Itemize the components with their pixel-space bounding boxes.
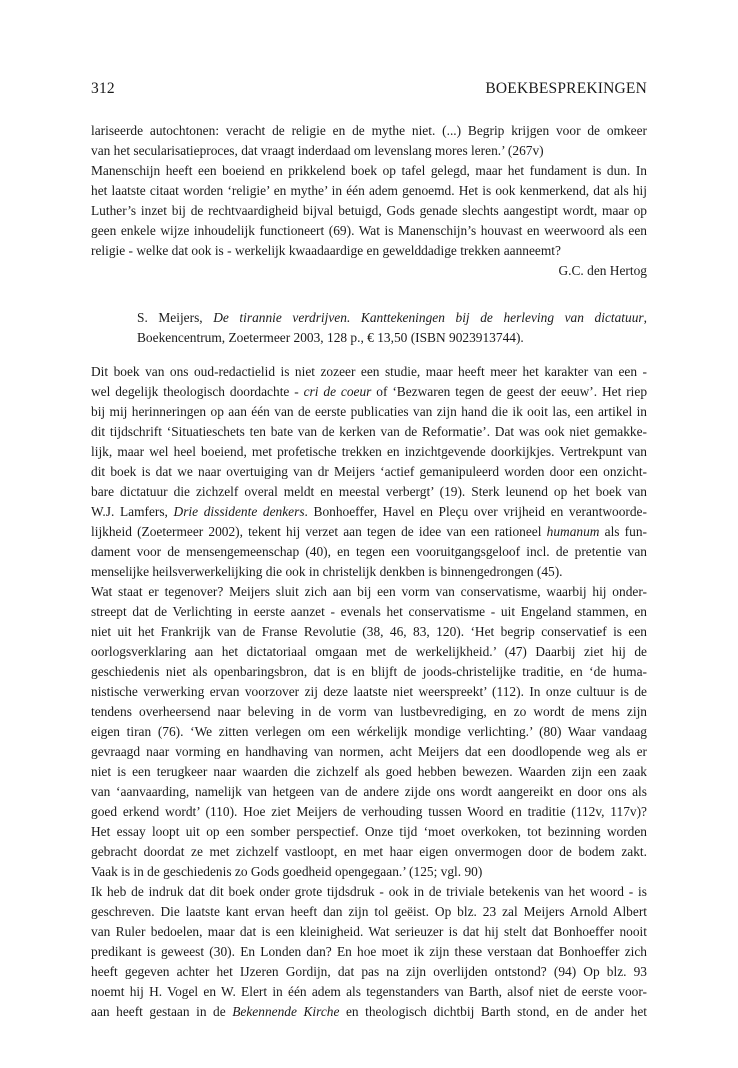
text-line: lariseerde autochtonen: veracht de religie en de mythe niet. (...) Begrip krijgen voor de omkeer [91,123,647,138]
text-line: lijk, maar wel heel boeiend, met profetische trekken en inzichtgevende doorkijkjes. Vertrekpunt van [91,444,647,459]
running-header [91,80,647,98]
italic-phrase: cri de coeur [303,384,372,399]
italic-phrase: Bekennende Kirche [232,1004,340,1019]
text-line: Vaak is in de geschiedenis zo Gods goedheid opengegaan.’ (125; vgl. 90) [91,864,483,879]
book-citation [137,308,647,348]
text-line: Dit boek van ons oud-redactielid is niet zozeer een studie, maar heeft meer het karakter van een - [91,364,647,379]
text-line: menselijke heilsverwerkelijking die ook in christelijk denkben is binnengedrongen (45). [91,564,563,579]
italic-phrase: humanum [546,524,600,539]
text-line: religie - welke dat ook is - werkelijk kwaadaardige en gewelddadige trekken aanneemt? [91,243,561,258]
section-title: BOEKBESPREKINGEN [485,80,647,97]
text-line: Luther’s inzet bij de rechtvaardigheid bijval betuigd, Gods genade slechts aangestipt wordt, maar op [91,203,647,218]
text-line: bare dictatuur die zichzelf overal meldt en meestal verbergt’ (19). Sterk leunend op het boek van [91,484,647,499]
text-line: niet is een terugkeer naar waarden die zichzelf als goed hebben bewezen. Waarden zijn een zaak [91,764,647,779]
text-line: van Ruler bedoelen, maar dat is een kleinigheid. Wat serieuzer is dat hij stelt dat Bonhoeffer nooit [91,924,647,939]
text-line: nistische verwerking ervan voorzover zij deze laatste niet weerspreekt’ (112). In onze cultuur is de [91,684,647,699]
text-line: dament voor de mensengemeenschap (40), en tegen een vooruitgangsgeloof incl. de pretentie van [91,544,647,559]
text-line: van ‘aanvaarding, namelijk van hetgeen van de andere zijde ons wordt aangereikt en door ons als [91,784,647,799]
text-line: gevraagd naar vorming en handhaving van normen, acht Meijers dat een doodlopende weg als er [91,744,647,759]
review-conclusion [91,121,647,281]
text-line: dit tijdschrift ‘Situatieschets ten bate van de kerken van de Reformatie’. Dat was ook niet gemakke- [91,424,647,439]
text-line: W.J. Lamfers, Drie dissidente denkers. Bonhoeffer, Havel en Pleçu over vrijheid en verantwoorde- [91,504,647,519]
review-body [91,362,647,1022]
citation-publisher: Boekencentrum, Zoetermeer 2003, 128 p., € 13,50 (ISBN 9023913744). [137,330,524,345]
text-line: oorlogsverklaring aan het dictatoriaal omgaan met de werkelijkheid.’ (47) Daarbij ziet hij de [91,644,647,659]
text-line: dit boek is dat we naar overtuiging van dr Meijers ‘actief gemanipuleerd worden door een onzicht- [91,464,647,479]
text-line: wel degelijk theologisch doordachte - cri de coeur of ‘Bezwaren tegen de geest der eeuw’. Het riep [91,384,648,399]
text-line: tendens overheersend naar beleving in de vorm van lustbevrediging, en zo wordt de mens zijn [91,704,647,719]
text-line: noemt hij H. Vogel en W. Elert in één adem als tegenstanders van Barth, alsof niet de eerste voor- [91,984,647,999]
text-line: lijkheid (Zoetermeer 2002), tekent hij verzet aan tegen de idee van een rationeel humanum als fun- [91,524,647,539]
text-line: geschreven. Die laatste kant ervan heeft dan zijn tol geëist. Op blz. 23 zal Meijers Arnold Albert [91,904,647,919]
text-line: geen enkele wijze inhoudelijk functioneert (69). Wat is Manenschijn’s houvast en weerwoord als een [91,223,647,238]
text-line: goed erkend wordt’ (110). Hoe ziet Meijers de verhouding tussen Woord en traditie (112v, 117v)? [91,804,647,819]
text-line: geschiedenis niet als openbaringsbron, dat is en blijft de joods-christelijke traditie, en ‘de huma- [91,664,647,679]
text-line: Ik heb de indruk dat dit boek onder grote tijdsdruk - ook in de triviale betekenis van het woord - is [91,884,647,899]
text-line: Manenschijn heeft een boeiend en prikkelend boek op tafel gelegd, maar het fundament is dun. In [91,163,647,178]
text-line: predikant is geweest (30). En Londen dan? En hoe moet ik zijn these verstaan dat Bonhoeffer zich [91,944,647,959]
italic-phrase: Drie dissidente denkers [173,504,305,519]
text-line: eigen tiran (76). ‘We zitten verlegen om een wérkelijk mondige verlichting.’ (80) Waar vandaag [91,724,647,739]
text-line: het laatste citaat worden ‘religie’ en mythe’ in één adem genoemd. Het is ook kenmerkend, dat als hij [91,183,647,198]
text-line: aan heeft gestaan in de Bekennende Kirche en theologisch dichtbij Barth stond, en de ander het [91,1004,647,1019]
reviewer-signature: G.C. den Hertog [558,263,647,278]
text-line: bij mij herinneringen op aan één van de eerste publicaties van zijn hand die ik ooit las, een artikel in [91,404,647,419]
text-line: Het essay loopt uit op een somber perspectief. Onze tijd ‘moet overkoken, tot bezinning worden [91,824,647,839]
page-number: 312 [91,80,115,97]
text-line: van het secularisatieproces, dat vraagt inderdaad om levenslang mores leren.’ (267v) [91,143,544,158]
text-line: heeft gegeven achter het IJzeren Gordijn, dat pas na zijn overlijden ontstond? (94) Op blz. 93 [91,964,647,979]
citation-title: De tirannie verdrijven. Kanttekeningen bij de herleving van dictatuur [213,310,644,325]
citation-line: S. Meijers, De tirannie verdrijven. Kanttekeningen bij de herleving van dictatuur, [137,310,647,325]
text-line: Wat staat er tegenover? Meijers sluit zich aan bij een vorm van conservatisme, waarbij hij onder- [91,584,647,599]
citation-author: S. Meijers, [137,310,203,325]
text-line: gebracht doordat ze met zichzelf vastloopt, en met haar eigen onvermogen door de bodem zakt. [91,844,647,859]
text-line: niet uit het Frankrijk van de Franse Revolutie (38, 46, 83, 120). ‘Het begrip conservatief is een [91,624,647,639]
text-line: streept dat de Verlichting in eerste aanzet - evenals het conservatisme - uit Engeland stammen, en [91,604,647,619]
